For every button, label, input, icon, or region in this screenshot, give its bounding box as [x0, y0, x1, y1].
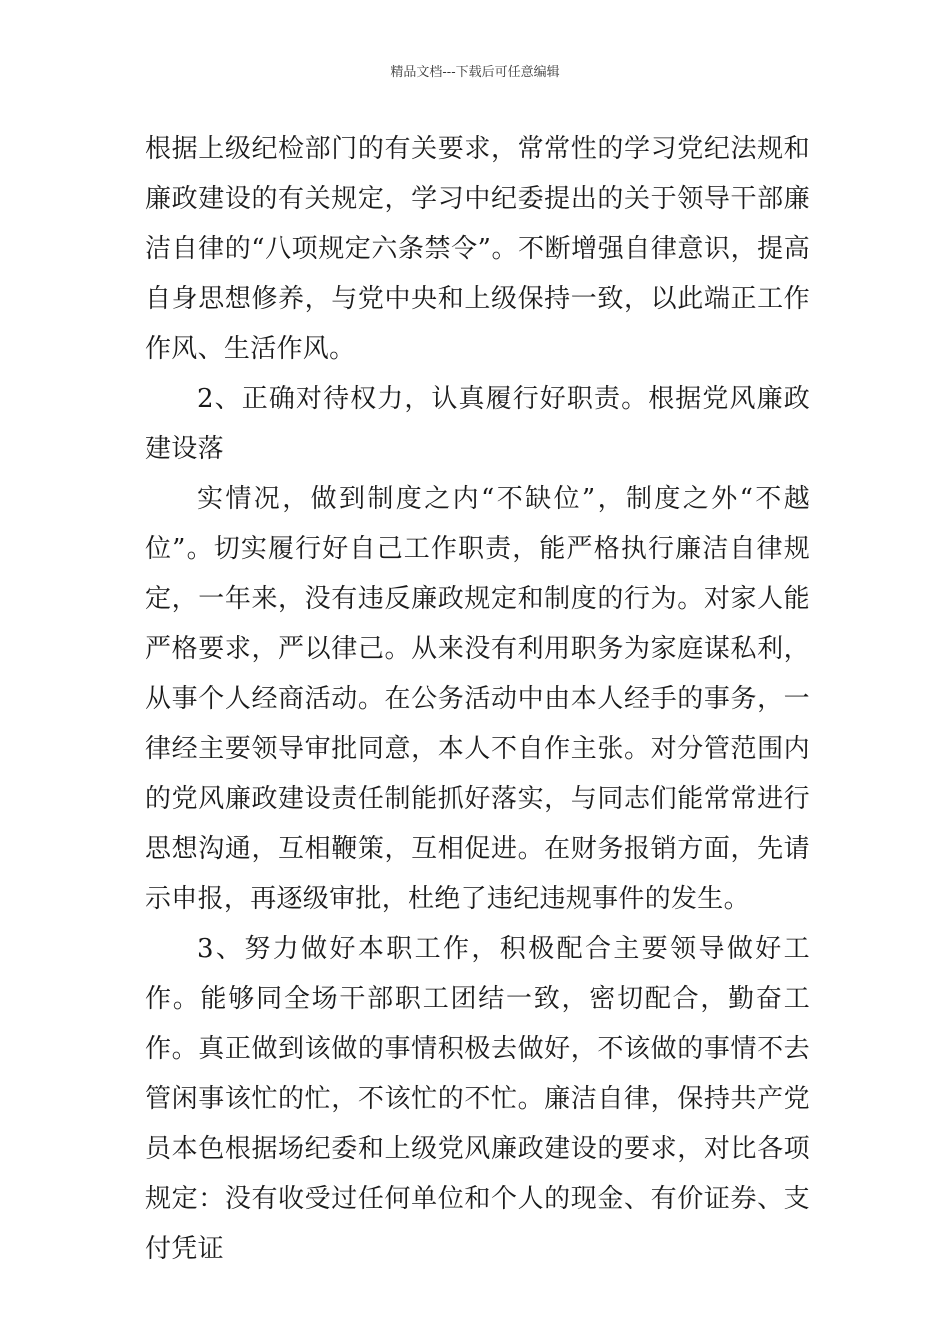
paragraph-2: 2、正确对待权力，认真履行好职责。根据党风廉政建设落 [145, 384, 810, 464]
page-header: 精品文档---下载后可任意编辑 [390, 65, 560, 80]
paragraph-4: 3、努力做好本职工作，积极配合主要领导做好工作。能够同全场干部职工团结一致，密切配合，勤奋工作。真正做到该做的事情积极去做好，不该做的事情不去管闲事该忙的忙，不该忙的不忙。廉洁自律，保持共产党员本色根据场纪委和上级党风廉政建设的要求，对比各项规定：没有收受过任何单位和个人的现金、有价证券、支付凭证 [145, 934, 810, 1264]
document-body [145, 124, 810, 1274]
paragraph-1: 根据上级纪检部门的有关要求，常常性的学习党纪法规和廉政建设的有关规定，学习中纪委提出的关于领导干部廉洁自律的“八项规定六条禁令”。不断增强自律意识，提高自身思想修养，与党中央和上级保持一致，以此端正工作作风、生活作风。 [145, 134, 810, 364]
paragraph-3: 实情况，做到制度之内“不缺位”，制度之外“不越位”。切实履行好自己工作职责，能严格执行廉洁自律规定，一年来，没有违反廉政规定和制度的行为。对家人能严格要求，严以律己。从来没有利用职务为家庭谋私利，从事个人经商活动。在公务活动中由本人经手的事务，一律经主要领导审批同意，本人不自作主张。对分管范围内的党风廉政建设责任制能抓好落实，与同志们能常常进行思想沟通，互相鞭策，互相促进。在财务报销方面，先请示申报，再逐级审批，杜绝了违纪违规事件的发生。 [145, 484, 810, 914]
